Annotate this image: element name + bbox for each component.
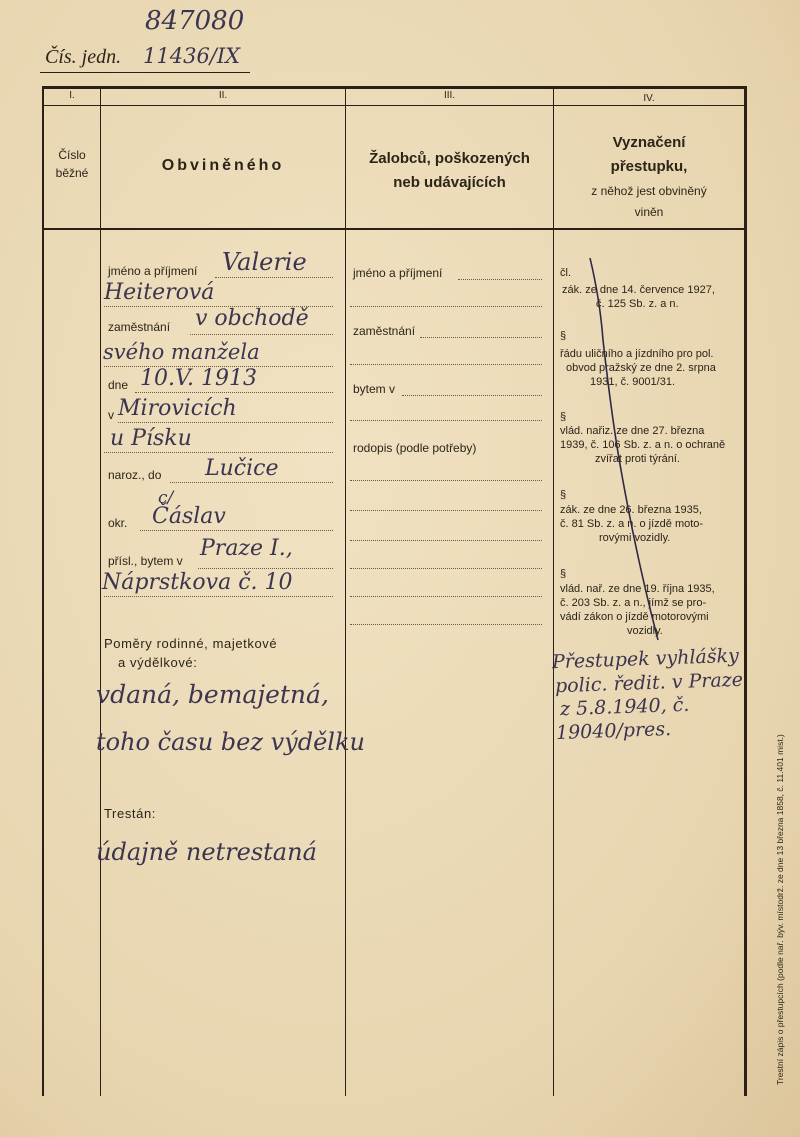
col-number-2: II. — [218, 90, 228, 101]
punished-value: údajně netrestaná — [96, 838, 317, 866]
offence-1-line1: zák. ze dne 14. července 1927, — [562, 284, 715, 296]
accused-occupation-label: zaměstnání — [108, 320, 171, 334]
offence-4-line1: zák. ze dne 26. března 1935, — [560, 504, 702, 516]
family-label-2: a výdělkové: — [118, 655, 198, 670]
family-status-2: toho času bez výdělku — [96, 728, 365, 756]
offence-4-sect: § — [560, 489, 567, 501]
col-number-3: III. — [443, 90, 456, 101]
col1-header-line2: běžné — [55, 166, 89, 180]
complainant-bio-label: rodopis (podle potřeby) — [353, 441, 477, 455]
family-status-1: vdaná, bemajetná, — [96, 680, 329, 709]
offence-1-line2: č. 125 Sb. z. a n. — [596, 298, 679, 310]
offence-3-line1: vlád. nařiz. ze dne 27. března — [560, 425, 705, 437]
offence-5-line3: vádí zákon o jízdě motorovými — [560, 611, 709, 623]
offence-2-line3: 1931, č. 9001/31. — [590, 376, 676, 388]
accused-name-label: jméno a příjmení — [108, 264, 198, 278]
offence-note-2: polic. ředit. v Praze — [554, 668, 744, 698]
offence-note-1: Přestupek vyhlášky — [551, 644, 740, 674]
district-mark: c/ — [158, 488, 174, 508]
birth-place-label: v — [108, 408, 114, 422]
col-number-1: I. — [69, 90, 75, 101]
reference-number: 11436/IX — [143, 44, 241, 68]
offence-1-art: čl. — [560, 267, 571, 279]
complainant-residence-label: bytem v — [353, 382, 396, 396]
birth-date-label: dne — [108, 378, 129, 392]
birth-place-2: u Písku — [110, 426, 192, 451]
offence-4-line2: č. 81 Sb. z. a n. o jízdě moto- — [560, 518, 704, 530]
residence-value-1: Praze I., — [200, 536, 293, 561]
accused-surname: Heiterová — [104, 280, 215, 305]
col-number-4: IV. — [643, 93, 655, 104]
accused-occupation-2: svého manžela — [103, 340, 260, 364]
family-label-1: Poměry rodinné, majetkové — [104, 636, 278, 651]
district-label: okr. — [108, 516, 128, 530]
complainant-occupation-label: zaměstnání — [353, 324, 416, 338]
birth-place-1: Mirovicích — [118, 396, 237, 421]
domicile-label: naroz., do — [108, 468, 162, 482]
offence-5-line4: vozidly. — [627, 625, 663, 637]
offence-3-line2: 1939, č. 106 Sb. z. a n. o ochraně — [560, 439, 726, 451]
col1-header-line1: Číslo — [58, 148, 86, 162]
offence-note-3: z 5.8.1940, č. — [559, 693, 690, 721]
col4-header-line2: přestupku, — [610, 158, 688, 175]
district-value: Čáslav — [152, 504, 226, 529]
archive-number: 847080 — [145, 6, 245, 36]
offence-2-line2: obvod pražský ze dne 2. srpna — [566, 362, 716, 374]
offence-5-sect: § — [560, 568, 567, 580]
col4-header-line1: Vyznačení — [612, 134, 686, 151]
offence-5-line1: vlád. nař. ze dne 19. října 1935, — [560, 583, 715, 595]
col4-header-line4: viněn — [634, 205, 664, 219]
domicile-value: Lučice — [205, 456, 279, 481]
reference-label: Čís. jedn. — [45, 46, 122, 68]
col4-header-line3: z něhož jest obviněný — [591, 184, 707, 198]
offence-4-line3: rovými vozidly. — [599, 532, 671, 544]
accused-first-name: Valerie — [222, 248, 307, 276]
offence-note-4: 19040/pres. — [555, 717, 672, 745]
residence-value-2: Náprstkova č. 10 — [102, 570, 293, 595]
offence-3-line3: zvířat proti týrání. — [595, 453, 680, 465]
complainant-name-label: jméno a příjmení — [353, 266, 443, 280]
form-footnote: Trestní zápis o přestupcích (podle nař. býv. místodrž. ze dne 13 března 1858, č. 11.401 mist.) — [775, 734, 785, 1085]
birth-date: 10.V. 1913 — [140, 366, 258, 391]
offence-2-line1: řádu uličního a jízdního pro pol. — [560, 348, 714, 360]
offence-3-sect: § — [560, 411, 567, 423]
offence-5-line2: č. 203 Sb. z. a n., jímž se pro- — [560, 597, 707, 609]
residence-label: přísl., bytem v — [108, 554, 183, 568]
col2-header: Obviněného — [161, 157, 285, 174]
offence-2-sect: § — [560, 330, 567, 342]
accused-occupation-1: v obchodě — [195, 306, 309, 331]
punished-label: Trestán: — [104, 806, 157, 821]
col3-header-line2: neb udávajících — [393, 174, 506, 191]
col3-header-line1: Žalobců, poškozených — [369, 150, 530, 167]
